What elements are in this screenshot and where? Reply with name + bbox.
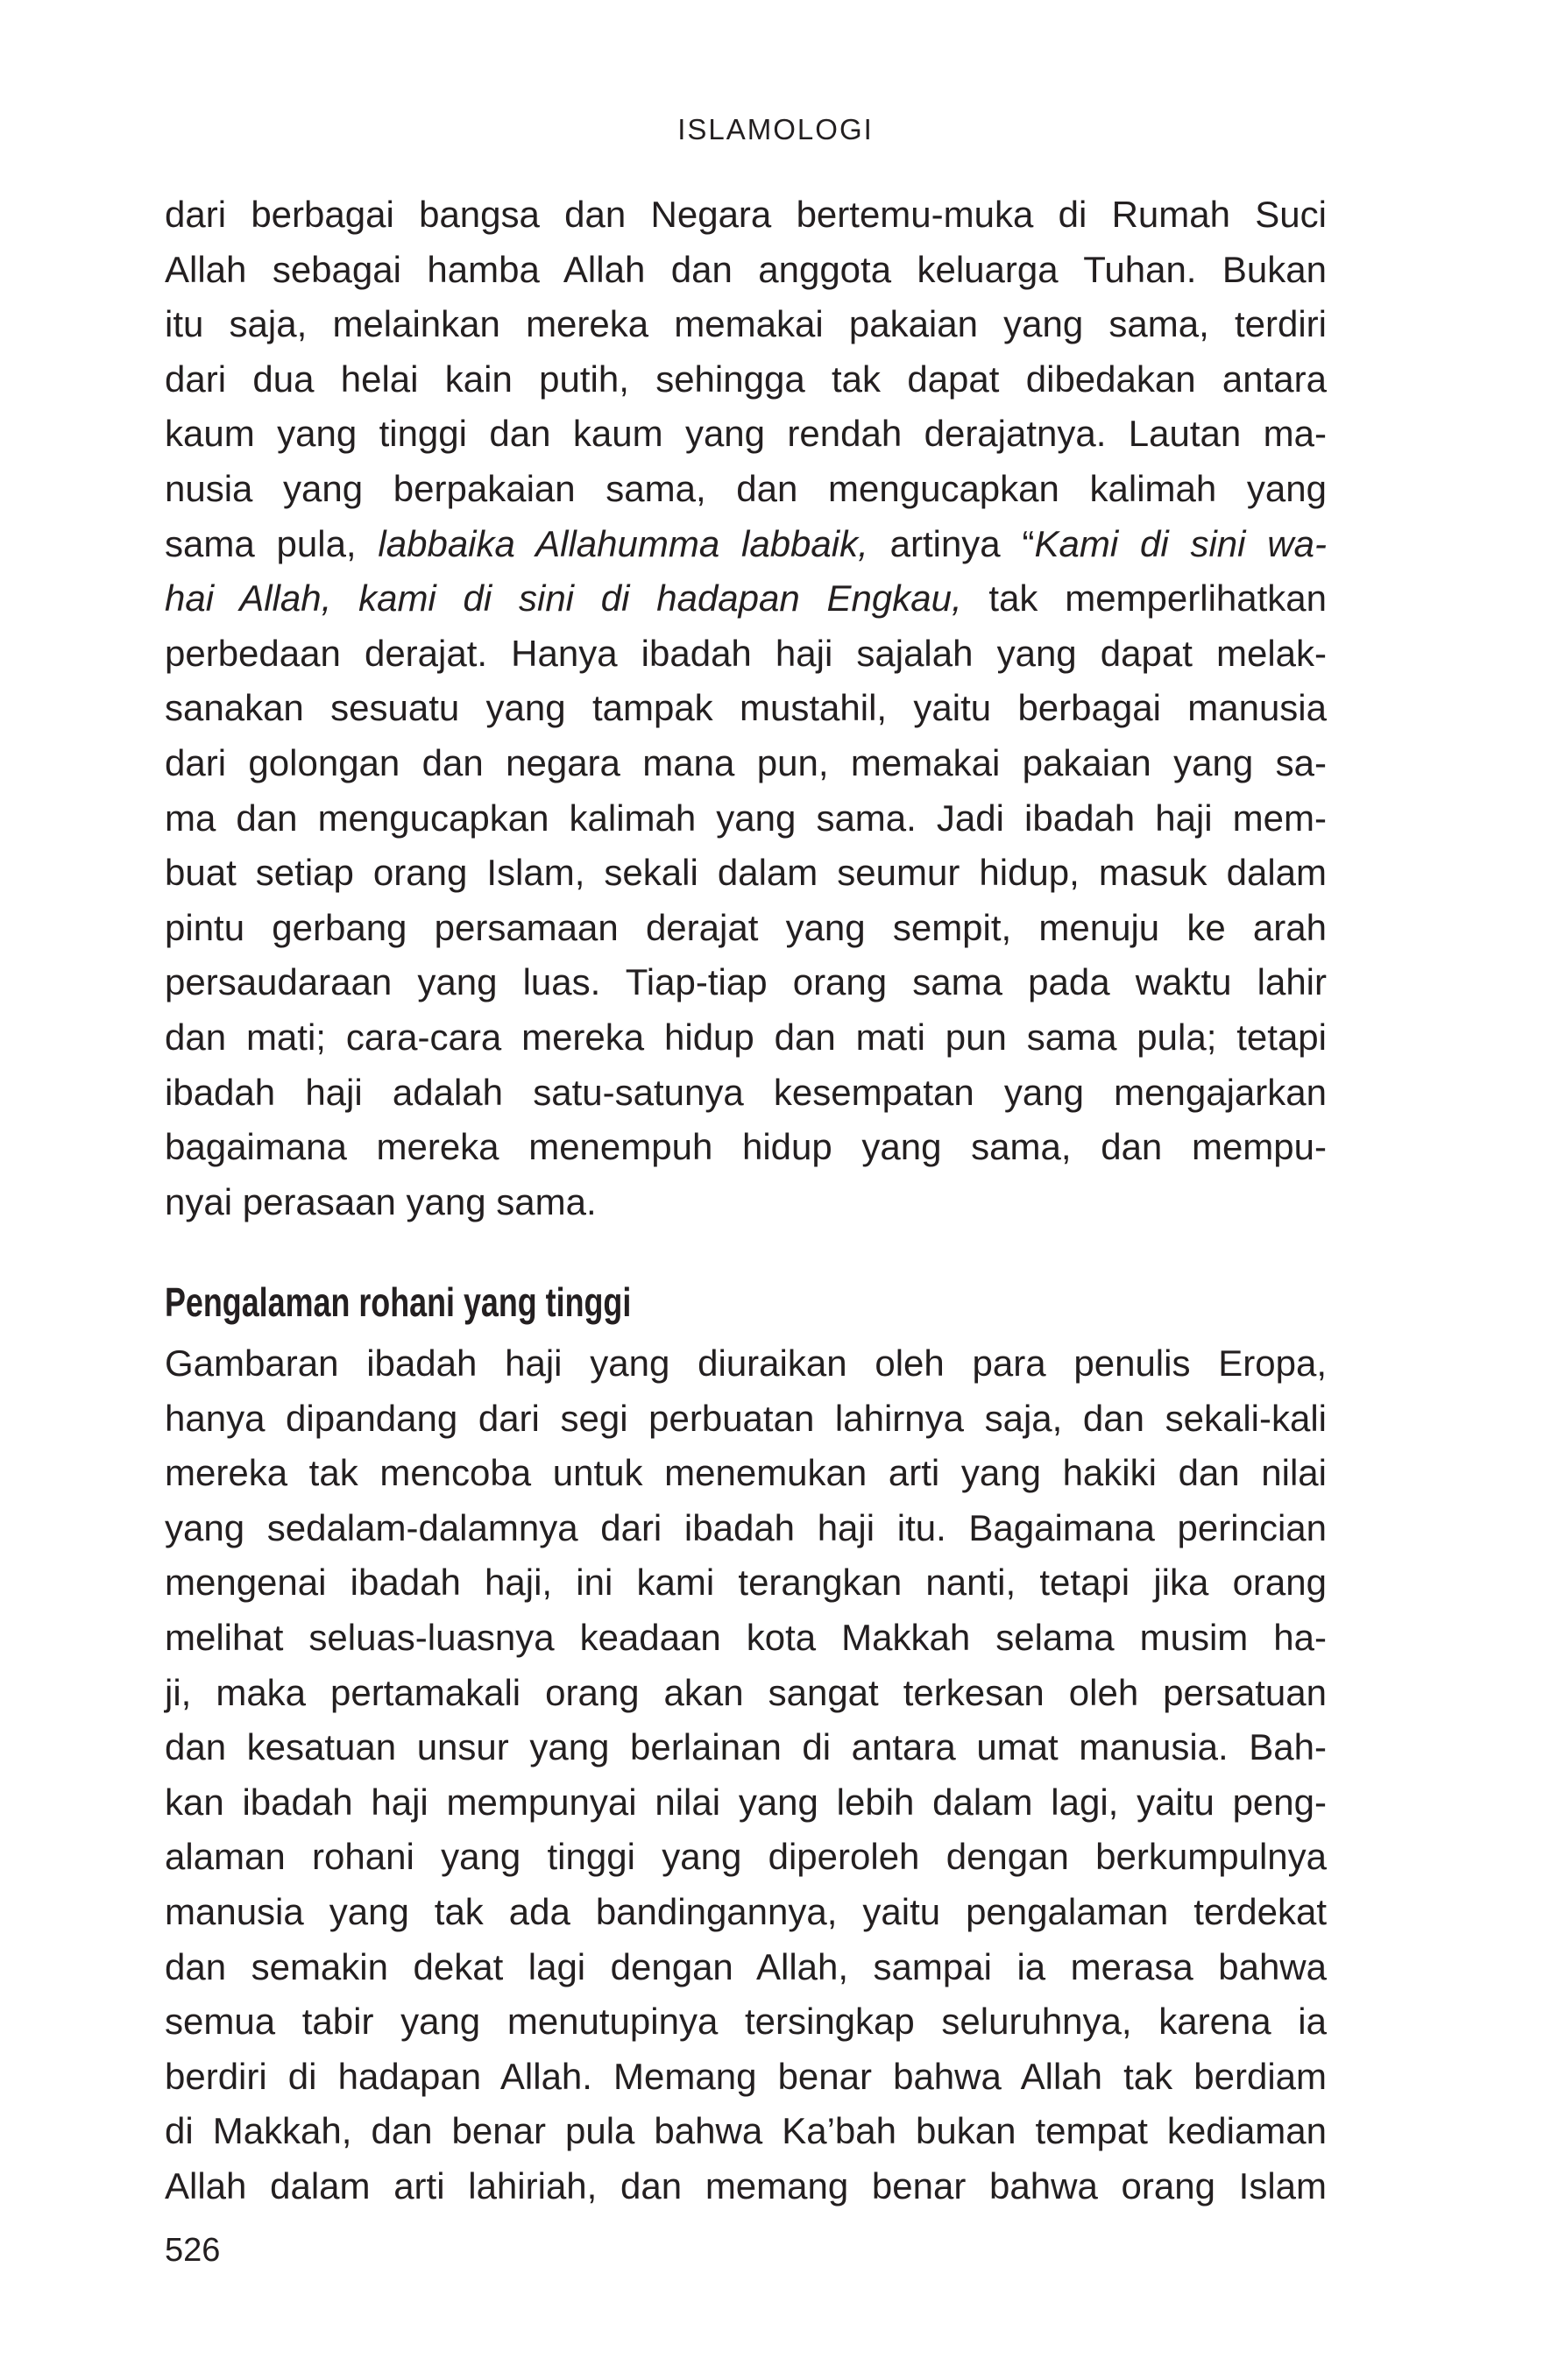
text-line: dari dua helai kain putih, sehingga tak dapat dibedakan antara <box>165 358 1327 400</box>
text-line: nusia yang berpakaian sama, dan mengucapkan kalimah yang <box>165 467 1327 509</box>
body-paragraph-one <box>165 188 1327 1229</box>
text-line: melihat seluas-luasnya keadaan kota Makkah selama musim ha- <box>165 1616 1327 1658</box>
text-line: yang sedalam-dalamnya dari ibadah haji itu. Bagaimana perincian <box>165 1506 1327 1548</box>
text-line: di Makkah, dan benar pula bahwa Ka’bah bukan tempat kediaman <box>165 2110 1327 2152</box>
text-line: hai Allah, kami di sini di hadapan Engkau, tak memperlihatkan <box>165 577 1328 620</box>
text-line: ma dan mengucapkan kalimah yang sama. Jadi ibadah haji mem- <box>165 797 1327 839</box>
text-line: ibadah haji adalah satu-satunya kesempatan yang mengajarkan <box>165 1071 1327 1113</box>
italic-phrase-translation: Kami di sini wa- <box>1034 522 1327 564</box>
text-line: dan kesatuan unsur yang berlainan di antara umat manusia. Bah- <box>165 1726 1327 1768</box>
section-heading: Pengalaman rohani yang tinggi <box>165 1279 632 1325</box>
text-line: ji, maka pertamakali orang akan sangat terkesan oleh persatuan <box>165 1671 1327 1713</box>
text-line: Gambaran ibadah haji yang diuraikan oleh para penulis Eropa, <box>165 1342 1327 1384</box>
text-line: Allah dalam arti lahiriah, dan memang benar bahwa orang Islam <box>165 2164 1327 2206</box>
text-line: mengenai ibadah haji, ini kami terangkan nanti, tetapi jika orang <box>165 1562 1327 1604</box>
italic-phrase-labbaika: labbaika Allahumma labbaik, <box>378 522 868 564</box>
text-line: Allah sebagai hamba Allah dan anggota keluarga Tuhan. Bukan <box>165 248 1327 290</box>
text-line: buat setiap orang Islam, sekali dalam seumur hidup, masuk dalam <box>165 852 1327 894</box>
text-line: dari berbagai bangsa dan Negara bertemu-muka di Rumah Suci <box>165 194 1327 235</box>
text-line: alaman rohani yang tinggi yang diperoleh dengan berkumpulnya <box>165 1836 1327 1878</box>
text-line: dan semakin dekat lagi dengan Allah, sampai ia merasa bahwa <box>165 1945 1327 1987</box>
text-line: kaum yang tinggi dan kaum yang rendah derajatnya. Lautan ma- <box>165 413 1327 455</box>
text-line: sanakan sesuatu yang tampak mustahil, yaitu berbagai manusia <box>165 687 1327 729</box>
text-line: berdiri di hadapan Allah. Memang benar bahwa Allah tak berdiam <box>165 2055 1327 2097</box>
text-line: pintu gerbang persamaan derajat yang sempit, menuju ke arah <box>165 906 1327 948</box>
text-line: sama pula, labbaika Allahumma labbaik, artinya “Kami di sini wa- <box>165 522 1327 564</box>
page-number: 526 <box>165 2232 221 2269</box>
text-line: semua tabir yang menutupinya tersingkap seluruhnya, karena ia <box>165 2001 1327 2043</box>
text-line: itu saja, melainkan mereka memakai pakaian yang sama, terdiri <box>165 303 1327 345</box>
text-line: perbedaan derajat. Hanya ibadah haji sajalah yang dapat melak- <box>165 632 1327 674</box>
body-paragraph-two <box>165 1336 1327 2214</box>
text-line: hanya dipandang dari segi perbuatan lahirnya saja, dan sekali-kali <box>165 1397 1327 1439</box>
text-line: persaudaraan yang luas. Tiap-tiap orang sama pada waktu lahir <box>165 961 1327 1003</box>
text-line: manusia yang tak ada bandingannya, yaitu pengalaman terdekat <box>165 1890 1327 1932</box>
text-line: dari golongan dan negara mana pun, memakai pakaian yang sa- <box>165 741 1327 783</box>
text-line: mereka tak mencoba untuk menemukan arti yang hakiki dan nilai <box>165 1452 1327 1494</box>
text-line: kan ibadah haji mempunyai nilai yang lebih dalam lagi, yaitu peng- <box>165 1781 1327 1823</box>
italic-phrase-translation: hai Allah, kami di sini di hadapan Engkau, <box>165 577 962 620</box>
text-line: dan mati; cara-cara mereka hidup dan mati pun sama pula; tetapi <box>165 1016 1327 1058</box>
running-header: ISLAMOLOGI <box>677 113 874 145</box>
text-line: bagaimana mereka menempuh hidup yang sama, dan mempu- <box>165 1126 1327 1168</box>
text-line: nyai perasaan yang sama. <box>165 1180 597 1222</box>
